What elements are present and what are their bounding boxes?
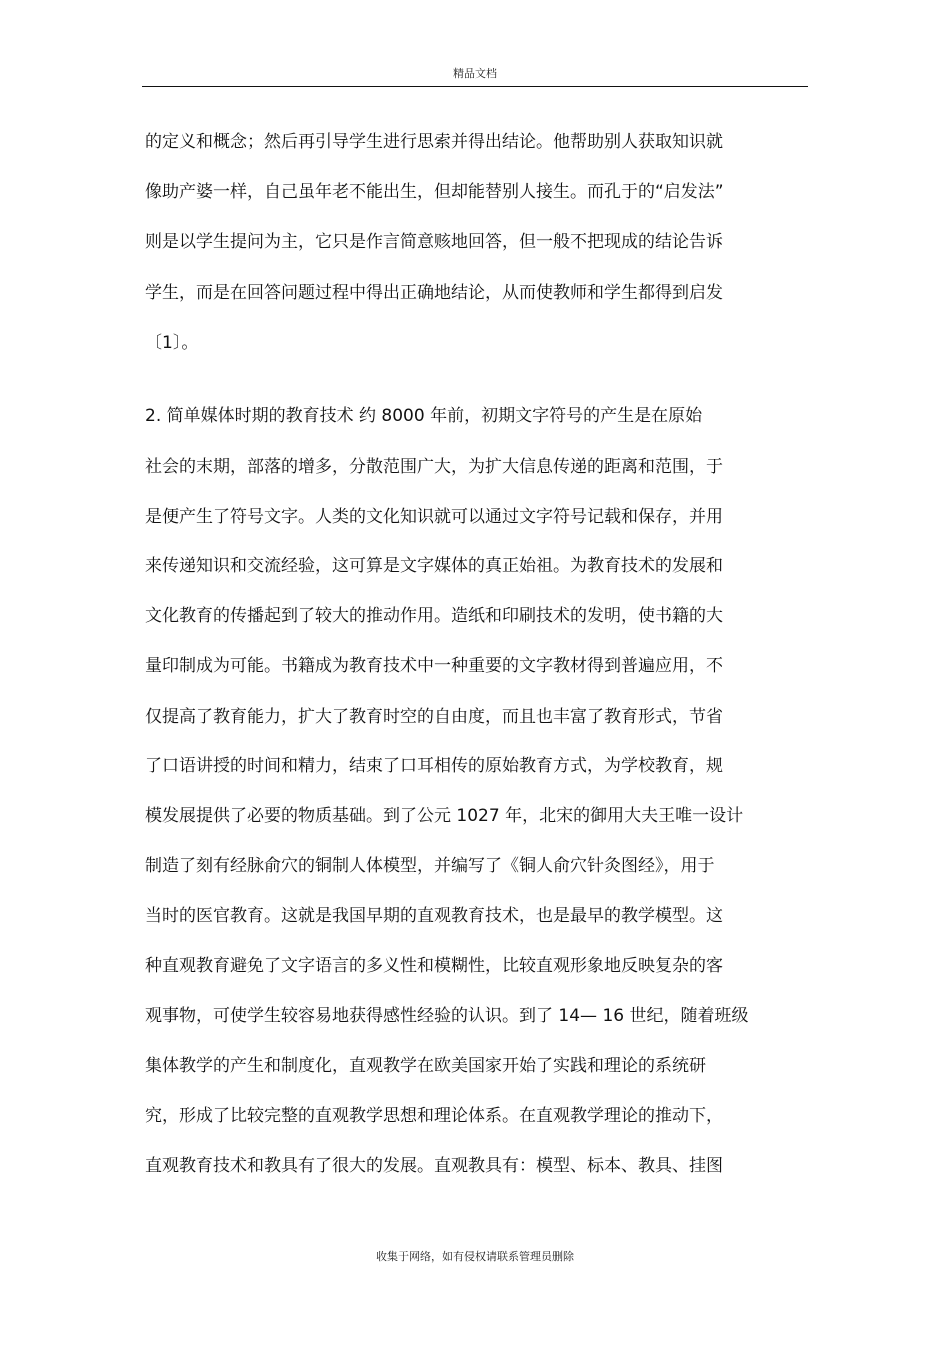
- body-line: 文化教育的传播起到了较大的推动作用。造纸和印刷技术的发明，使书籍的大: [145, 606, 723, 626]
- body-line: 量印制成为可能。书籍成为教育技术中一种重要的文字教材得到普遍应用，不: [145, 656, 723, 676]
- body-line: 来传递知识和交流经验，这可算是文字媒体的真正始祖。为教育技术的发展和: [145, 556, 723, 576]
- body-line: 模发展提供了必要的物质基础。到了公元 1027 年，北宋的御用大夫王唯一设计: [145, 806, 744, 826]
- body-line: 学生，而是在回答问题过程中得出正确地结论，从而使教师和学生都得到启发: [145, 283, 723, 303]
- body-line: 制造了刻有经脉俞穴的铜制人体模型，并编写了《铜人俞穴针灸图经》，用于: [145, 856, 715, 876]
- body-line: 种直观教育避免了文字语言的多义性和模糊性，比较直观形象地反映复杂的客: [145, 956, 723, 976]
- page-footer: 收集于网络，如有侵权请联系管理员删除: [376, 1250, 574, 1263]
- body-line: 像助产婆一样，自己虽年老不能出生，但却能替别人接生。而孔于的“启发法”: [145, 182, 724, 202]
- body-line: 则是以学生提问为主，它只是作言简意赅地回答，但一般不把现成的结论告诉: [145, 232, 723, 252]
- body-line: 究，形成了比较完整的直观教学思想和理论体系。在直观教学理论的推动下，: [145, 1106, 723, 1126]
- body-line: 集体教学的产生和制度化，直观教学在欧美国家开始了实践和理论的系统研: [145, 1056, 706, 1076]
- body-line: 〔1〕。: [145, 333, 199, 353]
- page-header: [142, 62, 808, 87]
- body-line: 的定义和概念；然后再引导学生进行思索并得出结论。他帮助别人获取知识就: [145, 132, 723, 152]
- body-line: 是便产生了符号文字。人类的文化知识就可以通过文字符号记载和保存，并用: [145, 507, 723, 527]
- body-line: 仅提高了教育能力，扩大了教育时空的自由度，而且也丰富了教育形式，节省: [145, 707, 723, 727]
- body-line: 当时的医官教育。这就是我国早期的直观教育技术，也是最早的教学模型。这: [145, 906, 723, 926]
- body-line: 直观教育技术和教具有了很大的发展。直观教具有：模型、标本、教具、挂图: [145, 1156, 723, 1176]
- body-line: 观事物，可使学生较容易地获得感性经验的认识。到了 14— 16 世纪，随着班级: [145, 1006, 749, 1026]
- body-line: 了口语讲授的时间和精力，结束了口耳相传的原始教育方式，为学校教育，规: [145, 756, 723, 776]
- header-title: 精品文档: [453, 67, 497, 80]
- section-heading-line: 2. 简单媒体时期的教育技术 约 8000 年前，初期文字符号的产生是在原始: [145, 406, 703, 426]
- body-line: 社会的末期，部落的增多，分散范围广大，为扩大信息传递的距离和范围，于: [145, 457, 723, 477]
